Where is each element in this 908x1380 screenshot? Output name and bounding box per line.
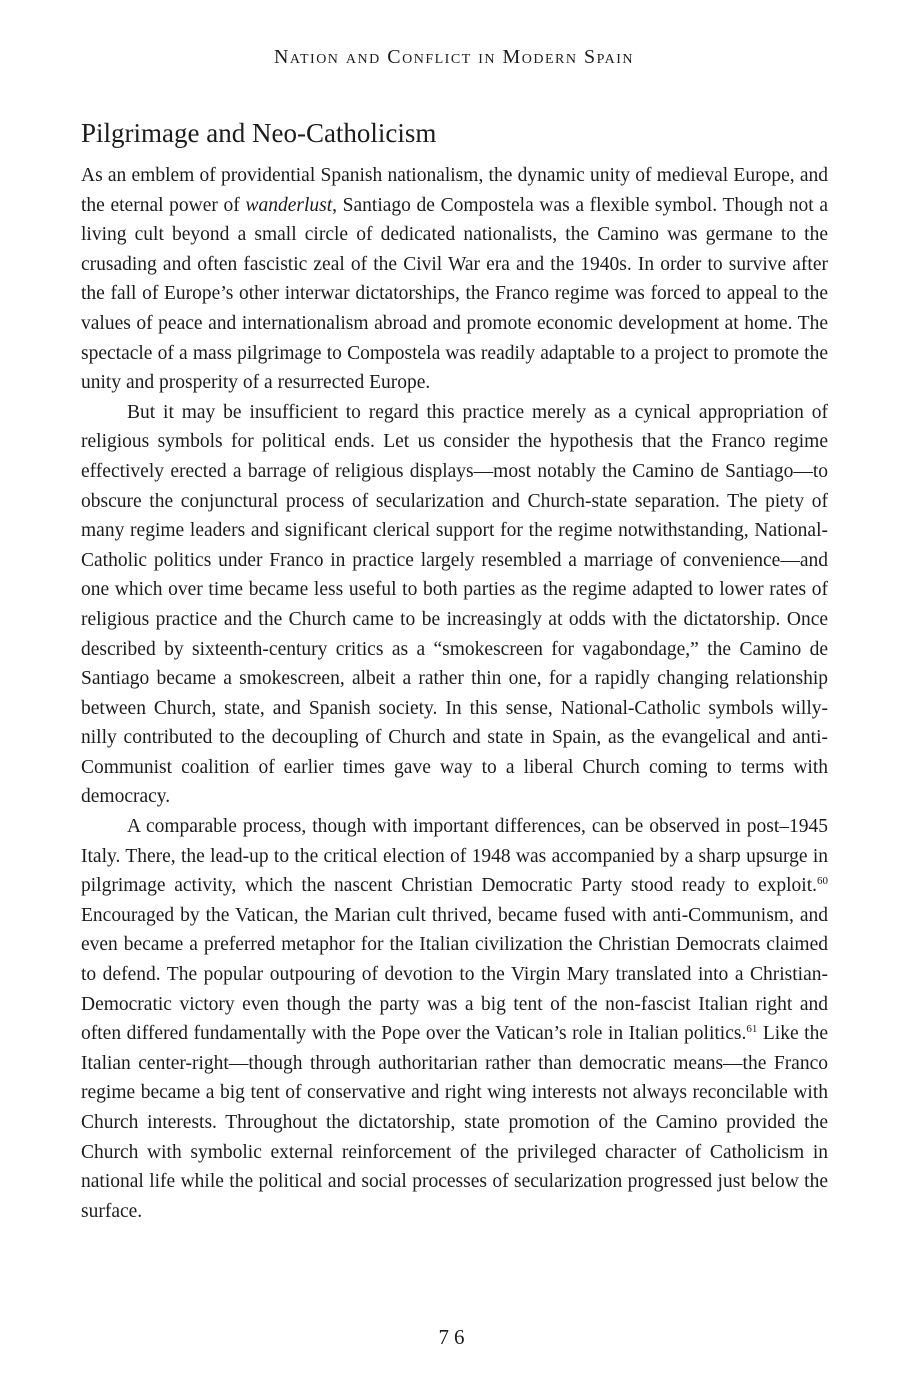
- page-number: 76: [438, 1325, 470, 1349]
- paragraph-3: [81, 812, 828, 1226]
- paragraph-3-text-a: A comparable process, though with important differences, can be observed in post–1945 Italy. There, the lead-up to the critical election of 1948 was accompanied by a sharp upsurge in pilgrimage activity, which the nascent Christian Democratic Party stood ready to exploit.: [81, 816, 828, 897]
- paragraph-1: [81, 161, 828, 398]
- paragraph-1-text-a: As an emblem of providential Spanish nationalism, the dynamic unity of medieval Europe, and the eternal power of: [81, 165, 828, 216]
- running-head: Nation and Conflict in Modern Spain: [273, 46, 634, 68]
- paragraph-1-text-b: , Santiago de Compostela was a flexible symbol. Though not a living cult beyond a small circle of dedicated nationalists, the Camino was germane to the crusading and often fascistic zeal of the Civil War era and the 1940s. In order to survive after the fall of Europe’s other interwar dictatorships, the Franco regime was forced to appeal to the values of peace and internationalism abroad and promote economic development at home. The spectacle of a mass pilgrimage to Compostela was readily adaptable to a project to promote the unity and prosperity of a resurrected Europe.: [81, 194, 828, 394]
- paragraph-3-text-c: Like the Italian center-right—though through authoritarian rather than democratic means—the Franco regime became a big tent of conservative and right wing interests not always reconcilable with Church interests. Throughout the dictatorship, state promotion of the Camino provided the Church with symbolic external reinforcement of the privileged character of Catholicism in national life while the political and social processes of secularization progressed just below the surface.: [81, 1023, 828, 1222]
- wanderlust-italic: wanderlust: [245, 194, 333, 216]
- paragraph-2: But it may be insufficient to regard this practice merely as a cynical appropriation of religious symbols for political ends. Let us consider the hypothesis that the Franco regime effectively erected a barrage of religious displays—most notably the Camino de Santiago—to obscure the conjunctural process of secularization and Church-state separation. The piety of many regime leaders and significant clerical support for the regime notwithstanding, National-Catholic politics under Franco in practice largely resembled a marriage of convenience—and one which over time became less useful to both parties as the regime adapted to lower rates of religious practice and the Church came to be increasingly at odds with the dictatorship. Once described by sixteenth-century critics as a “smokescreen for vagabondage,” the Camino de Santiago became a smokescreen, albeit a rather thin one, for a rapidly changing relationship between Church, state, and Spanish society. In this sense, National-Catholic symbols willy-nilly contributed to the decoupling of Church and state in Spain, as the evangelical and anti-Communist coalition of earlier times gave way to a liberal Church coming to terms with democracy.: [81, 401, 828, 808]
- body-text: [81, 161, 828, 1226]
- footnote-ref-61: 61: [746, 1023, 758, 1036]
- paragraph-3-text-b: Encouraged by the Vatican, the Marian cult thrived, became fused with anti-Communism, and even became a preferred metaphor for the Italian civilization the Christian Democrats claimed to defend. The popular outpouring of devotion to the Virgin Mary translated into a Christian-Democratic victory even though the party was a big tent of the non-fascist Italian right and often differed fundamentally with the Pope over the Vatican’s role in Italian politics.: [81, 904, 828, 1045]
- section-title: Pilgrimage and Neo-Catholicism: [81, 118, 437, 148]
- footnote-ref-60: 60: [817, 875, 828, 888]
